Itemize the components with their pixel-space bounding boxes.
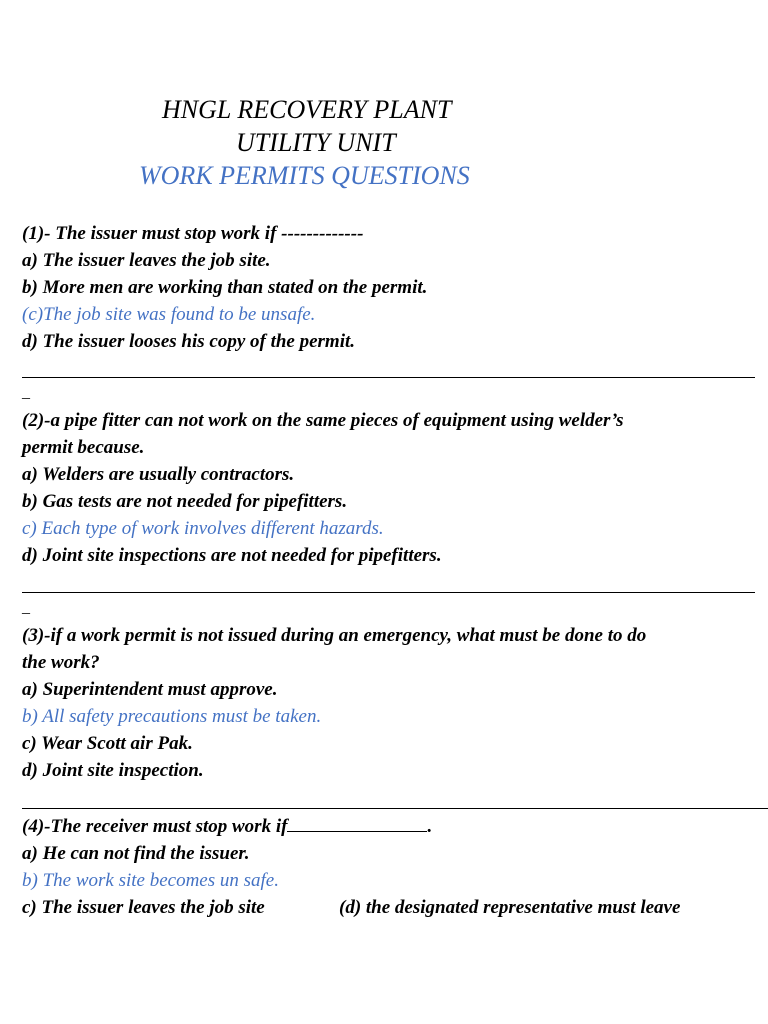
q2-question-line1: (2)-a pipe fitter can not work on the same pieces of equipment using welder’s	[22, 410, 624, 431]
q4-question-period: .	[427, 816, 433, 837]
title-questions: WORK PERMITS QUESTIONS	[139, 161, 470, 190]
q3-question-line1: (3)-if a work permit is not issued during an emergency, what must be done to do	[22, 625, 647, 646]
separator-tail: _	[22, 384, 30, 401]
separator-line	[22, 377, 755, 378]
title-unit: UTILITY UNIT	[236, 128, 396, 157]
separator-tail: _	[22, 599, 30, 616]
title-plant: HNGL RECOVERY PLANT	[162, 95, 452, 124]
q1-option-c-answer: (c)The job site was found to be unsafe.	[22, 304, 316, 325]
q3-option-a: a) Superintendent must approve.	[22, 679, 278, 700]
q2-option-b: b) Gas tests are not needed for pipefitters.	[22, 491, 348, 512]
q4-question	[22, 815, 432, 839]
separator-line	[22, 808, 768, 809]
q4-option-d: (d) the designated representative must leave	[339, 897, 681, 918]
q3-question-line2: the work?	[22, 652, 100, 673]
q4-option-a: a) He can not find the issuer.	[22, 843, 250, 864]
q3-option-d: d) Joint site inspection.	[22, 760, 204, 781]
q1-option-d: d) The issuer looses his copy of the permit.	[22, 331, 356, 352]
q2-option-a: a) Welders are usually contractors.	[22, 464, 295, 485]
q2-option-c-answer: c) Each type of work involves different hazards.	[22, 518, 384, 539]
q2-question-line2: permit because.	[22, 437, 145, 458]
q4-answer-blank	[287, 815, 427, 832]
q4-question-text: (4)-The receiver must stop work if	[22, 816, 288, 837]
q3-option-b-answer: b) All safety precautions must be taken.	[22, 706, 322, 727]
q4-option-c: c) The issuer leaves the job site	[22, 897, 265, 918]
q2-option-d: d) Joint site inspections are not needed for pipefitters.	[22, 545, 442, 566]
q1-question: (1)- The issuer must stop work if -------------	[22, 223, 364, 244]
separator-line	[22, 592, 755, 593]
q1-option-b: b) More men are working than stated on the permit.	[22, 277, 428, 298]
q3-option-c: c) Wear Scott air Pak.	[22, 733, 193, 754]
q1-option-a: a) The issuer leaves the job site.	[22, 250, 271, 271]
q4-option-b-answer: b) The work site becomes un safe.	[22, 870, 279, 891]
